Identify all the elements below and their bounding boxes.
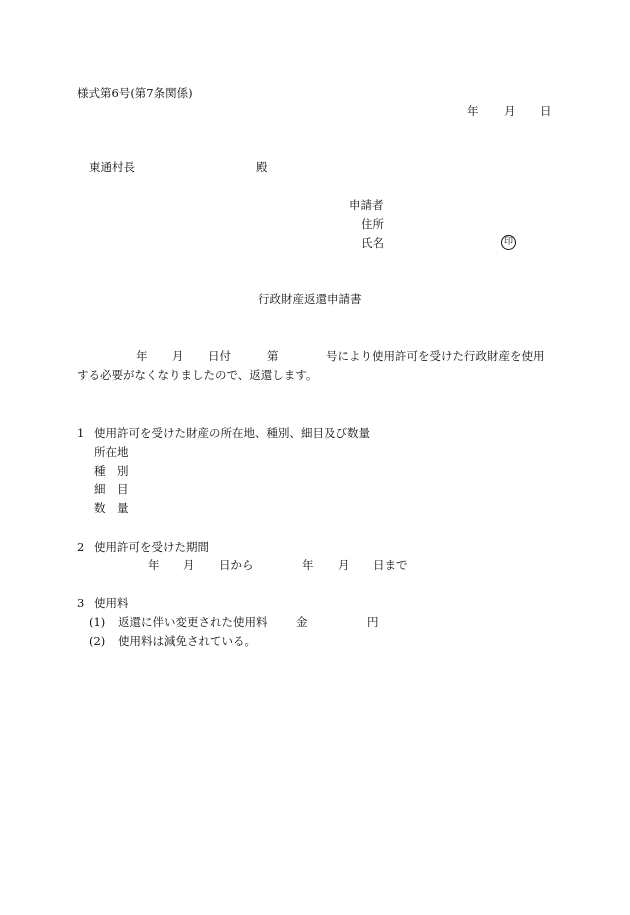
addressee-honorific: 殿 [256, 160, 268, 174]
period-to-day: 日まで [373, 558, 408, 572]
form-number: 様式第6号(第7条関係) [77, 86, 193, 100]
date-month-label: 月 [504, 104, 516, 118]
period-from-year: 年 [148, 558, 160, 572]
section1-item-detail: 細 目 [94, 482, 129, 496]
body-dai: 第 [267, 349, 279, 363]
section3-item1-text: 返還に伴い変更された使用料 [118, 615, 268, 629]
section1-item-quantity: 数 量 [94, 501, 129, 515]
period-from-month: 月 [183, 558, 195, 572]
applicant-name-label: 氏名 [361, 236, 384, 250]
section1-number: 1 [77, 426, 85, 440]
body-line2: する必要がなくなりましたので、返還します。 [77, 368, 318, 382]
document-title: 行政財産返還申請書 [258, 292, 362, 306]
date-year-label: 年 [467, 104, 479, 118]
section1-item-type: 種 別 [94, 464, 129, 478]
section2-number: 2 [77, 540, 85, 554]
body-year: 年 [136, 349, 148, 363]
body-month: 月 [172, 349, 184, 363]
applicant-heading: 申請者 [349, 198, 384, 212]
section3-number: 3 [77, 596, 85, 610]
section3-item1-kin: 金 [296, 615, 308, 629]
addressee-name: 東通村長 [89, 160, 135, 174]
section3-title: 使用料 [94, 596, 129, 610]
seal-mark: 印 [501, 235, 516, 250]
section3-item1-yen: 円 [367, 615, 379, 629]
applicant-address-label: 住所 [361, 217, 384, 231]
section3-item2-text: 使用料は減免されている。 [118, 634, 256, 648]
section1-item-location: 所在地 [94, 445, 129, 459]
section2-title: 使用許可を受けた期間 [94, 540, 209, 554]
section3-item2-number: (2) [89, 634, 106, 648]
period-to-month: 月 [338, 558, 350, 572]
date-day-label: 日 [540, 104, 552, 118]
period-to-year: 年 [302, 558, 314, 572]
body-day-suffix: 日付 [208, 349, 231, 363]
section3-item1-number: (1) [89, 615, 106, 629]
section1-title: 使用許可を受けた財産の所在地、種別、細目及び数量 [94, 426, 370, 440]
period-from-day: 日から [219, 558, 254, 572]
body-line1-rest: 号により使用許可を受けた行政財産を使用 [326, 349, 545, 363]
